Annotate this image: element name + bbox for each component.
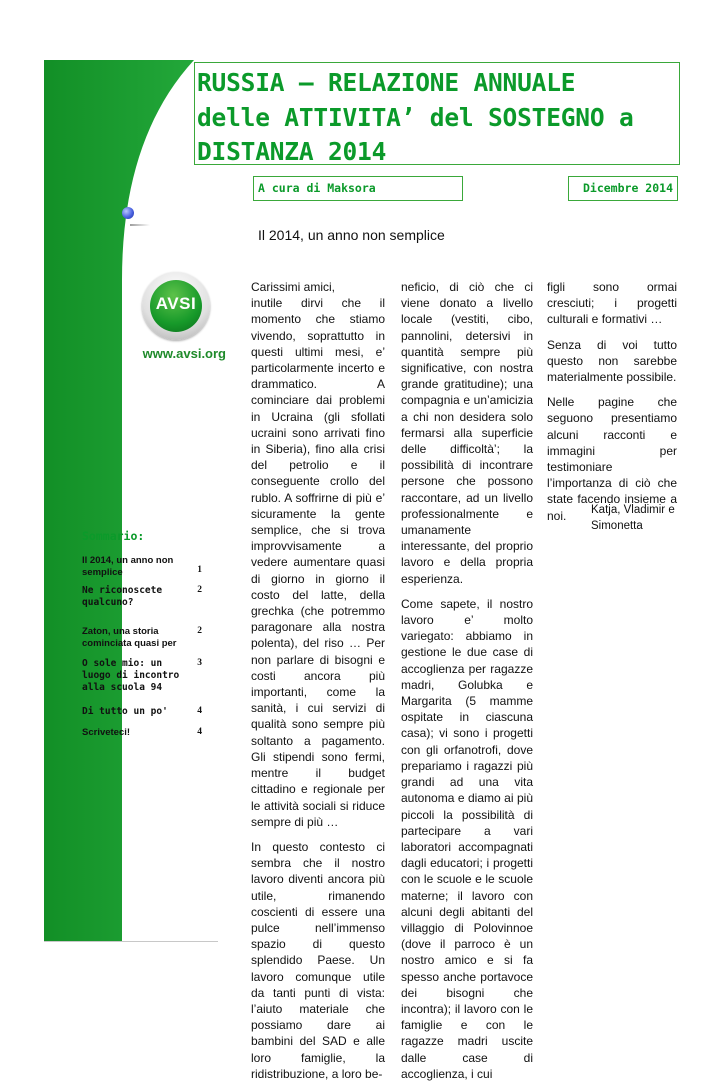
article-paragraph: Senza di voi tutto questo non sarebbe materialmente possibile. bbox=[547, 337, 677, 385]
logo-url: www.avsi.org bbox=[142, 346, 226, 361]
toc-item-page: 4 bbox=[197, 706, 202, 716]
logo-name: AVSI bbox=[155, 294, 197, 313]
article-column-1 bbox=[251, 279, 385, 1091]
green-side-band bbox=[44, 60, 220, 942]
toc-item-label: Di tutto un po' bbox=[82, 706, 168, 717]
toc-item-label: Zaton, una storia cominciata quasi per bbox=[82, 626, 177, 649]
toc-item-label: O sole mio: un luogo di incontro alla scuola 94 bbox=[82, 658, 180, 693]
toc-item-page: 1 bbox=[197, 565, 202, 575]
signature: Katja, Vladimir e Simonetta bbox=[591, 504, 675, 532]
green-band-shape bbox=[44, 60, 220, 942]
article-subtitle: Il 2014, un anno non semplice bbox=[258, 227, 445, 243]
toc-item-page: 4 bbox=[197, 727, 202, 737]
article-paragraph: Come sapete, il nostro lavoro e’ molto variegato: abbiamo in gestione le due case di accoglienza per ragazze madri, Golubka e Margarita (5 mamme ospitate in ciascuna casa); vi sono i progetti con gli orfanotrofi, dove prepariamo i ragazzi più grandi ad una vita autonoma e diamo ai più piccoli la possibilità di partecipare a vari laboratori accompagnati dagli educatori; i progetti con le scuole e le scuole materne; il lavoro con alcuni degli abitanti del villaggio di Polovinnoe (dove il parroco è un nostro amico e si fa spesso anche portavoce dei bisogni che incontra); il lavoro con le famiglie e con le ragazze madri uscite dalle case di accoglienza, i cui bbox=[401, 596, 533, 1081]
avsi-logo-icon bbox=[126, 272, 226, 362]
sommario-title: Sommario: bbox=[82, 529, 145, 543]
article-paragraph: Carissimi amici, inutile dirvi che il momento che stiamo vivendo, soprattutto in questi ultimi mesi, e’ particolarmente incerto e drammatico. A cominciare dai problemi in Ucraina (gli sfollati ucraini sono arrivati fino in Siberia), fino alla crisi del petrolio e il conseguente crollo del rublo. A soffrirne di più e’ sicuramente la gente semplice, che si trova improvvisamente a vedere aumentare quasi di giorno in giorno il costo del latte, della grechka (che potremmo paragonare alla nostra polenta), del riso … Per non parlare di bisogni e costi ancora più importanti, come la sanità, i cui servizi di qualità sono sempre più soltanto a pagamento. Gli stipendi sono fermi, mentre il budget cittadino e regionale per le attività sociali si riduce sempre di più … bbox=[251, 280, 385, 829]
date-box bbox=[568, 176, 678, 201]
article-column-2 bbox=[401, 279, 533, 1091]
toc-item-label: Scriveteci! bbox=[82, 727, 131, 738]
date-text: Dicembre 2014 bbox=[582, 181, 673, 195]
article-paragraph: Nelle pagine che seguono presentiamo alcuni racconti e immagini per testimoniare l’importanza di ciò che state facendo insieme a noi. bbox=[547, 395, 677, 523]
toc-item-page: 3 bbox=[197, 658, 202, 668]
newsletter-title: RUSSIA – RELAZIONE ANNUALE delle ATTIVITA’ del SOSTEGNO a DISTANZA 2014 bbox=[197, 68, 634, 166]
article-paragraph: neficio, di ciò che ci viene donato a livello locale (vestiti, cibo, pannolini, detersivi in quantità sempre più significative, con nostra grande gratitudine); una compagnia e un’amicizia a chi non desidera solo fermarsi alla superficie delle difficoltà’; la possibilità di incontrare persone che possono raccontare, ad un livello professionalmente e umanamente interessante, del proprio lavoro e della propria esperienza. bbox=[401, 280, 533, 586]
article-column-3 bbox=[547, 279, 677, 533]
blue-ball-icon bbox=[122, 207, 134, 219]
article-paragraph: In questo contesto ci sembra che il nostro lavoro diventi ancora più utile, rimanendo coscienti di essere una pulce nell’immenso spazio di questo splendido Paese. Un lavoro comunque utile da tanti punti di vista: l’aiuto materiale che possiamo dare ai bambini del SAD e alle loro famiglie, la ridistribuzione, a loro be- bbox=[251, 839, 385, 1081]
toc-item-page: 2 bbox=[197, 585, 202, 595]
band-bottom-rule bbox=[44, 941, 218, 942]
author-text: A cura di Maksora bbox=[258, 181, 376, 195]
toc-item-page: 2 bbox=[197, 626, 202, 636]
article-paragraph: figli sono ormai cresciuti; i progetti culturali e formativi … bbox=[547, 280, 677, 327]
ball-shadow bbox=[130, 224, 150, 226]
author-box bbox=[253, 176, 463, 201]
toc-item-label: Il 2014, un anno non semplice bbox=[82, 555, 174, 578]
toc-item-label: Ne riconoscete qualcuno? bbox=[82, 585, 163, 608]
